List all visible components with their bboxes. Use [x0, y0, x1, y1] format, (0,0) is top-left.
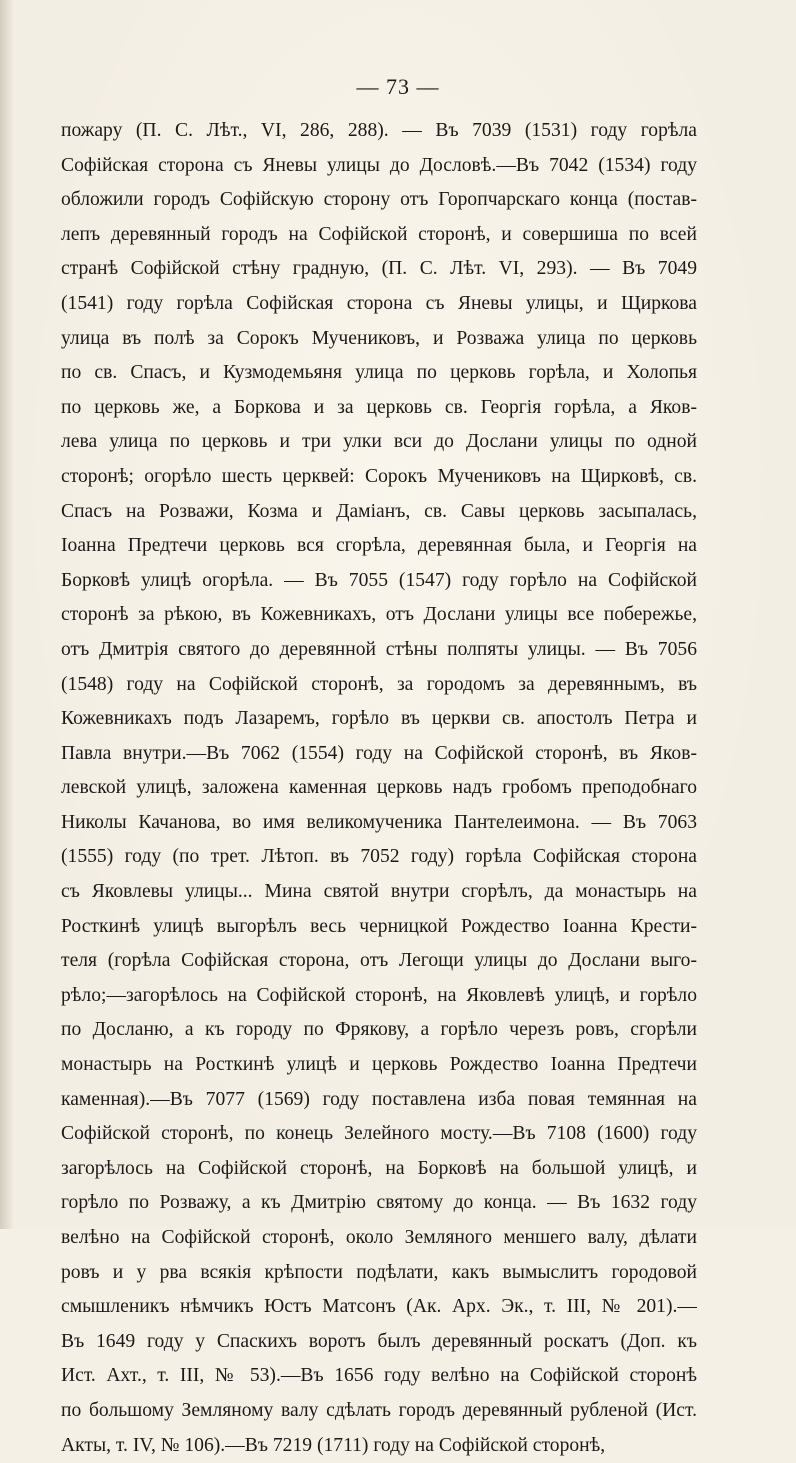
body-text — [61, 114, 697, 1463]
text-line: Кожевникахъ подъ Лазаремъ, горѣло въ церкви св. апостолъ Петра и — [61, 708, 697, 730]
text-line: Іоанна Предтечи церковь вся сгорѣла, деревянная была, и Георгія на — [61, 535, 697, 557]
text-line: загорѣлось на Софійской сторонѣ, на Борковѣ на большой улицѣ, и — [61, 1157, 697, 1179]
text-line: Росткинѣ улицѣ выгорѣлъ весь черницкой Рождество Іоанна Крести- — [61, 915, 697, 937]
text-line: горѣло по Розважу, а къ Дмитрію святому до конца. — Въ 1632 году — [61, 1192, 697, 1214]
text-line: сторонѣ; огорѣло шесть церквей: Сорокъ Мучениковъ на Щирковѣ, св. — [61, 465, 697, 487]
text-line: каменная).—Въ 7077 (1569) году поставлена изба повая темянная на — [61, 1088, 697, 1110]
text-line: смышленикъ нѣмчикъ Юстъ Матсонъ (Ак. Арх. Эк., т. III, № 201).— — [61, 1296, 697, 1318]
text-line: монастырь на Росткинѣ улицѣ и церковь Рождество Іоанна Предтечи — [61, 1054, 697, 1076]
text-line: рѣло;—загорѣлось на Софійской сторонѣ, на Яковлевѣ улицѣ, и горѣло — [61, 984, 697, 1006]
text-line: Акты, т. IV, № 106).—Въ 7219 (1711) году на Софійской сторонѣ, — [61, 1434, 606, 1456]
text-line: по церковь же, а Боркова и за церковь св. Георгія горѣла, а Яков- — [61, 396, 697, 418]
text-line: Въ 1649 году у Спаскихъ воротъ былъ деревянный роскатъ (Доп. къ — [61, 1330, 697, 1352]
text-line: отъ Дмитрія святого до деревянной стѣны полпяты улицы. — Въ 7056 — [61, 638, 697, 660]
text-line: улица въ полѣ за Сорокъ Мучениковъ, и Розважа улица по церковь — [61, 327, 697, 349]
text-line: съ Яковлевы улицы... Мина святой внутри сгорѣлъ, да монастырь на — [61, 881, 697, 903]
page-number: — 73 — — [356, 74, 440, 99]
text-line: по Досланю, а къ городу по Фрякову, а горѣло черезъ ровъ, сгорѣли — [61, 1019, 697, 1041]
text-line: обложили городъ Софійскую сторону отъ Горопчарскаго конца (постав- — [61, 189, 697, 211]
text-line: Николы Качанова, во имя великомученика Пантелеимона. — Въ 7063 — [61, 811, 697, 833]
text-line: сторонѣ за рѣкою, въ Кожевникахъ, отъ Дослани улицы все побережье, — [61, 604, 697, 626]
text-line: странѣ Софійской стѣну градную, (П. С. Лѣт. VI, 293). — Въ 7049 — [61, 258, 697, 280]
text-line: теля (горѣла Софійская сторона, отъ Легощи улицы до Дослани выго- — [61, 950, 697, 972]
text-line: по св. Спасъ, и Кузмодемьяня улица по церковь горѣла, и Холопья — [61, 362, 697, 384]
text-line: лепъ деревянный городъ на Софійской сторонѣ, и совершиша по всей — [61, 223, 697, 245]
text-line: Спасъ на Розважи, Козма и Даміанъ, св. Савы церковь засыпалась, — [61, 500, 697, 522]
text-line: Софійская сторона съ Яневы улицы до Дословѣ.—Въ 7042 (1534) году — [61, 154, 697, 176]
text-line: (1548) году на Софійской сторонѣ, за городомъ за деревяннымъ, въ — [61, 673, 697, 695]
text-line: Ист. Ахт., т. III, № 53).—Въ 1656 году велѣно на Софійской сторонѣ — [61, 1365, 697, 1387]
text-line: (1555) году (по трет. Лѣтоп. въ 7052 году) горѣла Софійская сторона — [61, 846, 697, 868]
text-line: лева улица по церковь и три улки вси до Дослани улицы по одной — [61, 431, 697, 453]
text-line: Софійской сторонѣ, по конець Зелейного мосту.—Въ 7108 (1600) году — [61, 1123, 697, 1145]
text-line: Павла внутри.—Въ 7062 (1554) году на Софійской сторонѣ, въ Яков- — [61, 742, 697, 764]
text-line: ровъ и у рва всякія крѣпости подѣлати, какъ вымыслитъ городовой — [61, 1261, 697, 1283]
text-line: по большому Земляному валу сдѣлать городъ деревянный рубленой (Ист. — [61, 1399, 697, 1421]
text-line: левской улицѣ, заложена каменная церковь надъ гробомъ преподобнаго — [61, 777, 697, 799]
text-line: велѣно на Софійской сторонѣ, около Земляного меншего валу, дѣлати — [61, 1227, 697, 1248]
text-line: пожару (П. С. Лѣт., VI, 286, 288). — Въ 7039 (1531) году горѣла — [61, 120, 697, 141]
page-edge-shadow — [0, 0, 14, 1229]
text-line: Борковѣ улицѣ огорѣла. — Въ 7055 (1547) году горѣло на Софійской — [61, 569, 697, 591]
text-line: (1541) году горѣла Софійская сторона съ Яневы улицы, и Щиркова — [61, 292, 697, 314]
